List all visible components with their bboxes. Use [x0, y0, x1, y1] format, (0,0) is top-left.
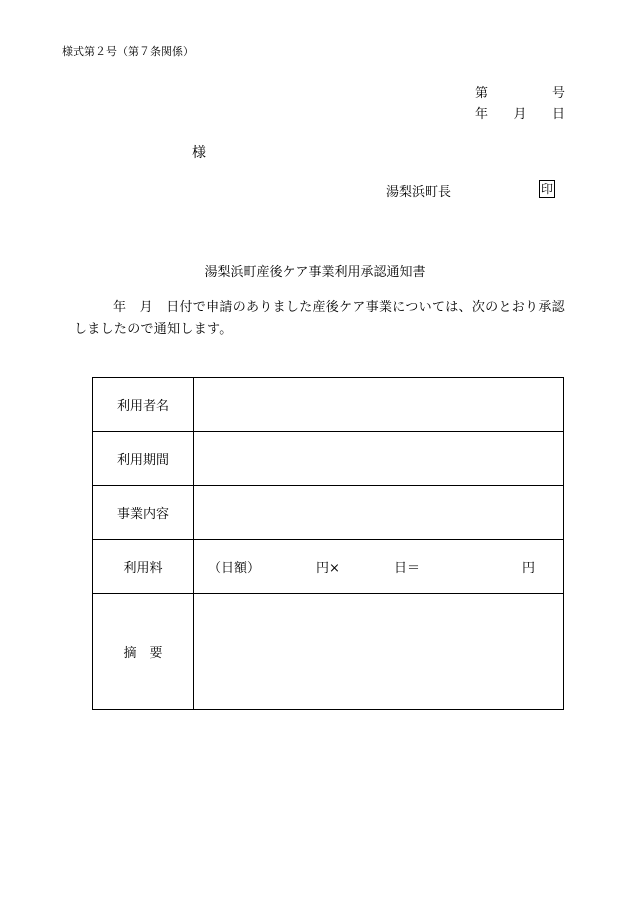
form-label: 様式第２号（第７条関係） [62, 45, 194, 58]
detail-table [92, 377, 564, 710]
table-row [93, 432, 564, 486]
fee-daily: （日額） [208, 561, 261, 576]
usage-period-label: 利用期間 [93, 432, 194, 486]
issuer: 湯梨浜町長 [386, 185, 452, 200]
seal-stamp: 印 [540, 182, 553, 196]
document-number [475, 82, 565, 101]
date-year: 年 [475, 107, 489, 122]
fee-yen: 円 [522, 561, 536, 576]
usage-period-value [194, 432, 564, 486]
table-row [93, 540, 564, 594]
user-name-label: 利用者名 [93, 378, 194, 432]
service-content-value [194, 486, 564, 540]
addressee: 様 [192, 145, 206, 161]
table-row [93, 594, 564, 710]
document-title: 湯梨浜町産後ケア事業利用承認通知書 [204, 265, 426, 280]
body-text: 年 月 日付で申請のありました産後ケア事業については、次のとおり承認しましたので通知します。 [74, 300, 565, 337]
service-content-label: 事業内容 [93, 486, 194, 540]
remarks-label: 摘 要 [93, 594, 194, 710]
document-date [475, 103, 565, 122]
date-day: 日 [551, 107, 565, 122]
number-prefix: 第 [475, 86, 489, 101]
number-suffix: 号 [551, 86, 565, 101]
fee-yen-times: 円× [316, 561, 340, 576]
fee-label: 利用料 [93, 540, 194, 594]
table-row [93, 486, 564, 540]
table-row [93, 378, 564, 432]
remarks-value [194, 594, 564, 710]
fee-days-equals: 日＝ [394, 561, 421, 576]
fee-value [194, 540, 564, 594]
date-month: 月 [513, 107, 527, 122]
user-name-value [194, 378, 564, 432]
